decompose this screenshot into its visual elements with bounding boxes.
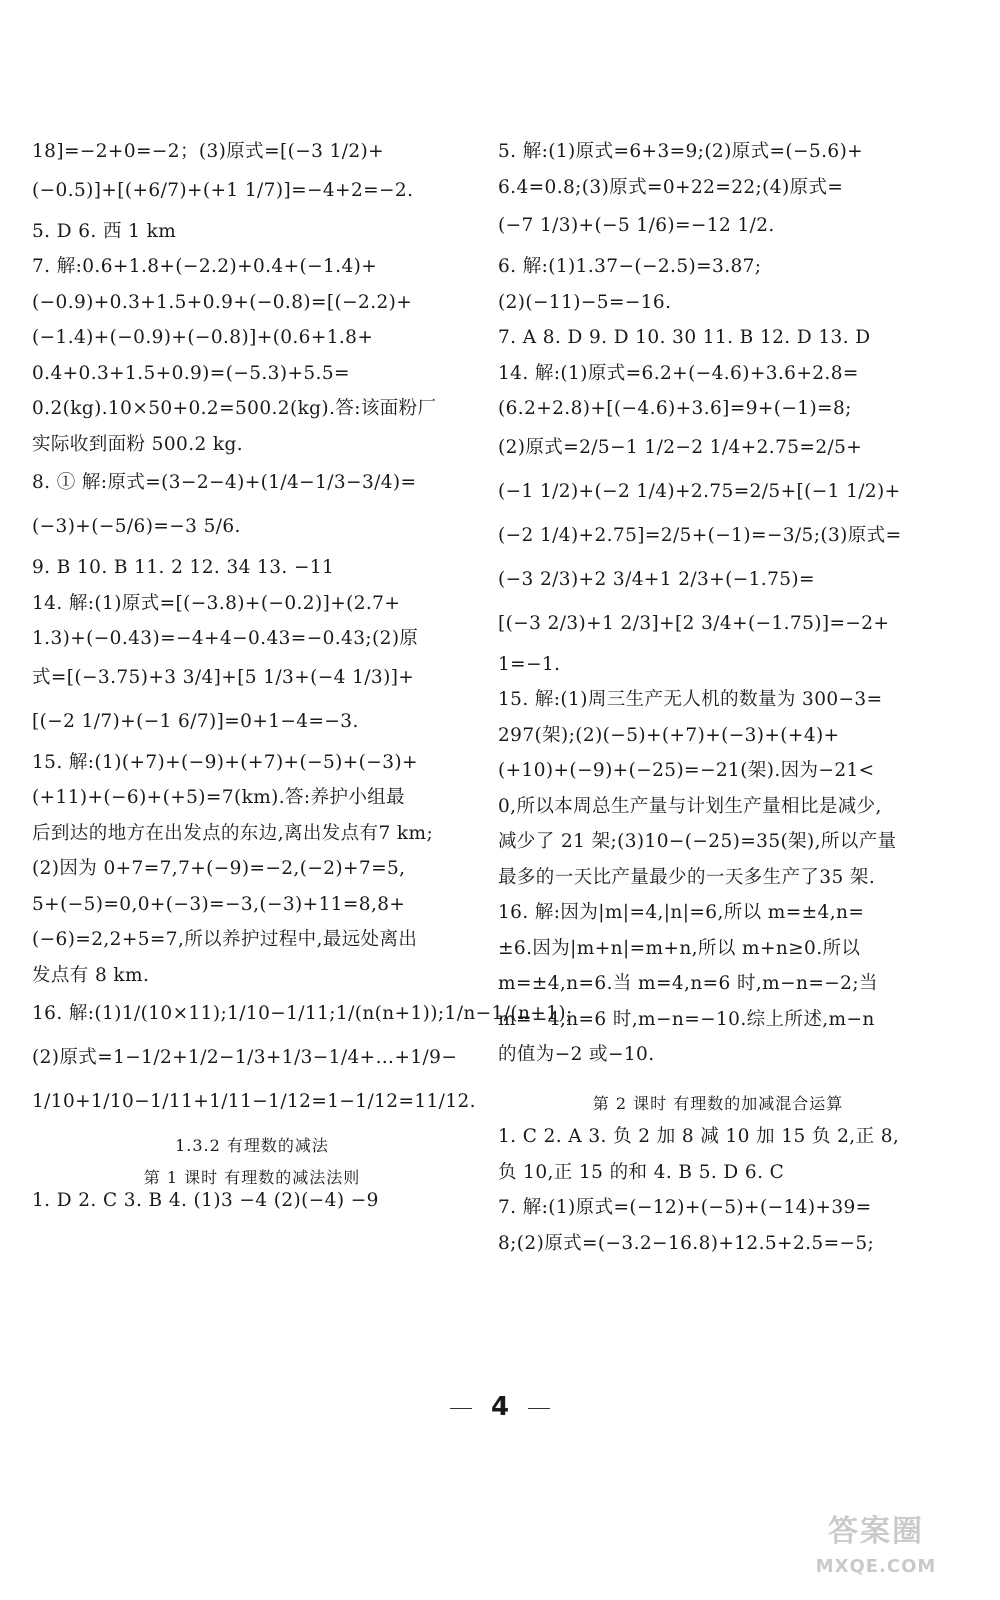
answer-line: [(−2 1/7)+(−1 6/7)]=0+1−4=−3.: [32, 710, 359, 732]
answer-line: 15. 解:(1)(+7)+(−9)+(+7)+(−5)+(−3)+: [32, 751, 418, 773]
subsection-title: 第 1 课时 有理数的减法法则: [143, 1168, 361, 1187]
answer-line: 5+(−5)=0,0+(−3)=−3,(−3)+11=8,8+: [32, 893, 406, 915]
answer-line: [(−3 2/3)+1 2/3]+[2 3/4+(−1.75)]=−2+: [498, 612, 890, 634]
answer-line: 1=−1.: [498, 653, 561, 675]
page-number: 4: [450, 1392, 550, 1422]
answer-line: 8;(2)原式=(−3.2−16.8)+12.5+2.5=−5;: [498, 1232, 875, 1254]
right-column: [498, 140, 938, 1267]
watermark-logo: 答案圈: [828, 1514, 924, 1549]
answer-line: 发点有 8 km.: [32, 964, 150, 986]
answer-line: 后到达的地方在出发点的东边,离出发点有7 km;: [32, 822, 434, 844]
answer-line: 9. B 10. B 11. 2 12. 34 13. −11: [32, 557, 335, 578]
answer-line: 5. D 6. 西 1 km: [32, 220, 177, 242]
answer-line: ±6.因为|m+n|=m+n,所以 m+n≥0.所以: [498, 937, 861, 959]
left-column: [32, 140, 573, 1225]
answer-line: (2)原式=2/5−1 1/2−2 1/4+2.75=2/5+: [498, 436, 863, 458]
answer-line: (−6)=2,2+5=7,所以养护过程中,最远处离出: [32, 929, 418, 950]
answer-line: (6.2+2.8)+[(−4.6)+3.6]=9+(−1)=8;: [498, 398, 852, 419]
answer-line: m=±4,n=6.当 m=4,n=6 时,m−n=−2;当: [498, 973, 878, 994]
answer-line: 16. 解:因为|m|=4,|n|=6,所以 m=±4,n=: [498, 902, 865, 923]
answer-line: 14. 解:(1)原式=[(−3.8)+(−0.2)]+(2.7+: [32, 592, 401, 614]
answer-line: 297(架);(2)(−5)+(+7)+(−3)+(+4)+: [498, 724, 840, 746]
answer-line: (−7 1/3)+(−5 1/6)=−12 1/2.: [498, 215, 775, 236]
answer-line: 负 10,正 15 的和 4. B 5. D 6. C: [498, 1161, 785, 1183]
answer-line: (−1 1/2)+(−2 1/4)+2.75=2/5+[(−1 1/2)+: [498, 480, 901, 502]
answer-line: (2)原式=1−1/2+1/2−1/3+1/3−1/4+…+1/9−: [32, 1047, 458, 1068]
answer-line: 的值为−2 或−10.: [498, 1044, 655, 1065]
answer-line: 7. A 8. D 9. D 10. 30 11. B 12. D 13. D: [498, 327, 871, 348]
answer-line: 0.4+0.3+1.5+0.9)=(−5.3)+5.5=: [32, 362, 350, 384]
watermark: [760, 1500, 992, 1592]
section-title: 1.3.2 有理数的减法: [175, 1136, 329, 1155]
answer-line: (2)因为 0+7=7,7+(−9)=−2,(−2)+7=5,: [32, 858, 406, 879]
answer-line: 实际收到面粉 500.2 kg.: [32, 433, 244, 455]
answer-line: (−3)+(−5/6)=−3 5/6.: [32, 516, 241, 537]
answer-line: 7. 解:0.6+1.8+(−2.2)+0.4+(−1.4)+: [32, 256, 378, 277]
answer-line: (−0.9)+0.3+1.5+0.9+(−0.8)=[(−2.2)+: [32, 291, 413, 313]
answer-line: 16. 解:(1)1/(10×11);1/10−1/11;1/(n(n+1));1/n−1/(n+1);: [32, 1003, 573, 1024]
answer-line: m=−4,n=6 时,m−n=−10.综上所述,m−n: [498, 1008, 875, 1030]
answer-line: (−1.4)+(−0.9)+(−0.8)]+(0.6+1.8+: [32, 327, 374, 348]
answer-line: 8. ① 解:原式=(3−2−4)+(1/4−1/3−3/4)=: [32, 472, 417, 493]
answer-line: 15. 解:(1)周三生产无人机的数量为 300−3=: [498, 689, 883, 710]
answer-line: 1/10+1/10−1/11+1/11−1/12=1−1/12=11/12.: [32, 1091, 476, 1112]
answer-line: (2)(−11)−5=−16.: [498, 291, 672, 313]
answer-line: (−2 1/4)+2.75]=2/5+(−1)=−3/5;(3)原式=: [498, 524, 902, 546]
answer-line: 最多的一天比产量最少的一天多生产了35 架.: [498, 866, 876, 888]
answer-line: 0,所以本周总生产量与计划生产量相比是减少,: [498, 795, 882, 817]
answer-line: (+11)+(−6)+(+5)=7(km).答:养护小组最: [32, 787, 406, 808]
answer-line: (−0.5)]+[(+6/7)+(+1 1/7)]=−4+2=−2.: [32, 179, 414, 201]
answer-line: 7. 解:(1)原式=(−12)+(−5)+(−14)+39=: [498, 1197, 872, 1218]
answer-line: 1. D 2. C 3. B 4. (1)3 −4 (2)(−4) −9: [32, 1190, 379, 1211]
answer-line: 5. 解:(1)原式=6+3=9;(2)原式=(−5.6)+: [498, 141, 864, 162]
answer-line: 6.4=0.8;(3)原式=0+22=22;(4)原式=: [498, 176, 844, 198]
answer-line: 式=[(−3.75)+3 3/4]+[5 1/3+(−4 1/3)]+: [32, 666, 415, 688]
answer-line: 1.3)+(−0.43)=−4+4−0.43=−0.43;(2)原: [32, 628, 419, 649]
section-title: 第 2 课时 有理数的加减混合运算: [592, 1094, 844, 1113]
answer-line: (−3 2/3)+2 3/4+1 2/3+(−1.75)=: [498, 568, 815, 590]
answer-line: 6. 解:(1)1.37−(−2.5)=3.87;: [498, 256, 762, 277]
answer-line: 14. 解:(1)原式=6.2+(−4.6)+3.6+2.8=: [498, 362, 859, 384]
answer-line: 减少了 21 架;(3)10−(−25)=35(架),所以产量: [498, 831, 897, 852]
watermark-url: MXQE.COM: [815, 1556, 937, 1577]
answer-line: 1. C 2. A 3. 负 2 加 8 减 10 加 15 负 2,正 8,: [498, 1126, 900, 1147]
answer-line: 18]=−2+0=−2；(3)原式=[(−3 1/2)+: [32, 141, 385, 162]
answer-line: 0.2(kg).10×50+0.2=500.2(kg).答:该面粉厂: [32, 398, 437, 419]
answer-line: (+10)+(−9)+(−25)=−21(架).因为−21<: [498, 760, 875, 781]
